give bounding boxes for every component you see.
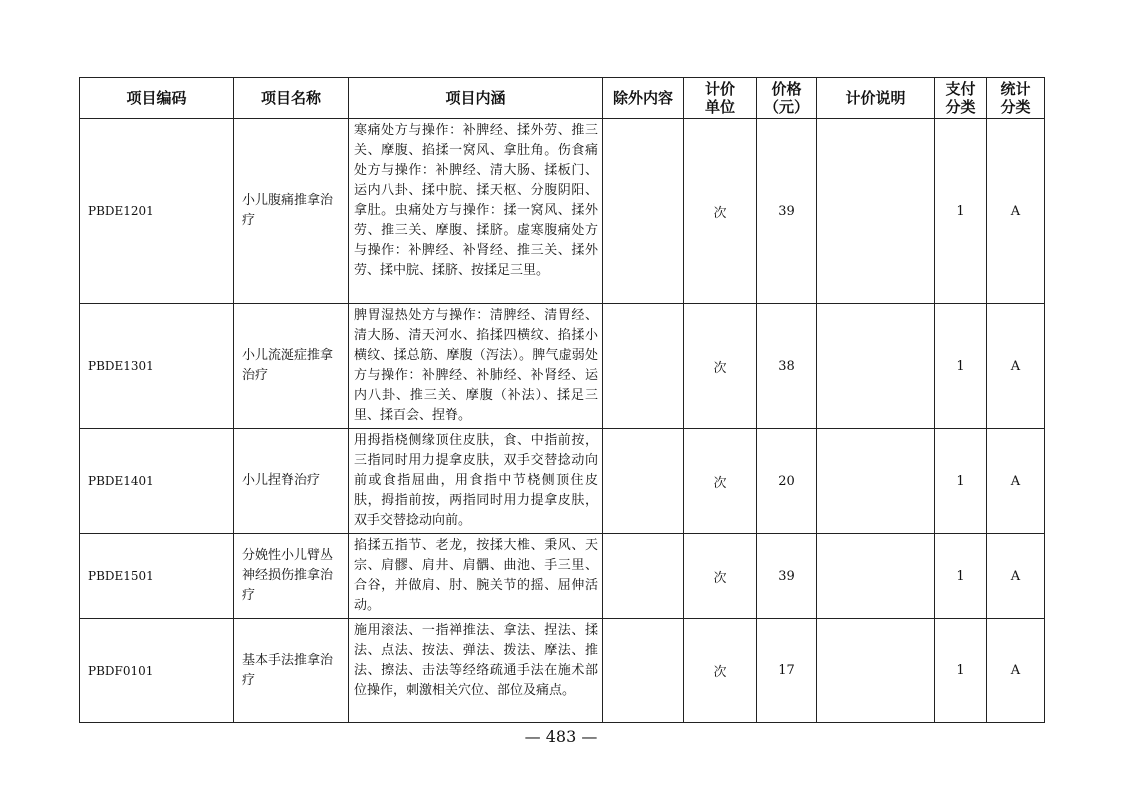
item-notes: [817, 619, 935, 723]
item-name: 小儿捏脊治疗: [234, 429, 349, 534]
item-unit: 次: [684, 534, 757, 619]
header-stat: 统计 分类: [987, 78, 1045, 119]
table-row: [80, 619, 1045, 723]
item-content: 施用滚法、一指禅推法、拿法、捏法、揉法、点法、按法、弹法、拨法、摩法、推法、擦法、击法等经络疏通手法在施术部位操作，刺激相关穴位、部位及痛点。: [349, 619, 603, 723]
item-code: PBDE1501: [80, 534, 234, 619]
item-content: 用拇指桡侧缘顶住皮肤，食、中指前按，三指同时用力提拿皮肤，双手交替捻动向前或食指屈曲，用食指中节桡侧顶住皮肤，拇指前按，两指同时用力提拿皮肤，双手交替捻动向前。: [349, 429, 603, 534]
item-payment: 1: [935, 534, 987, 619]
item-payment: 1: [935, 119, 987, 304]
item-payment: 1: [935, 619, 987, 723]
page-number: — 483 —: [524, 727, 598, 746]
header-content: 项目内涵: [349, 78, 603, 119]
item-unit: 次: [684, 429, 757, 534]
table-row: [80, 119, 1045, 304]
item-name: 分娩性小儿臂丛神经损伤推拿治疗: [234, 534, 349, 619]
item-unit: 次: [684, 304, 757, 429]
item-code: PBDF0101: [80, 619, 234, 723]
header-exclusions: 除外内容: [603, 78, 684, 119]
item-name: 小儿流涎症推拿治疗: [234, 304, 349, 429]
header-code: 项目编码: [80, 78, 234, 119]
item-unit: 次: [684, 119, 757, 304]
item-price: 20: [757, 429, 817, 534]
item-price: 38: [757, 304, 817, 429]
item-content: 寒痛处方与操作：补脾经、揉外劳、推三关、摩腹、掐揉一窝风、拿肚角。伤食痛处方与操作：补脾经、清大肠、揉板门、运内八卦、揉中脘、揉天枢、分腹阴阳、拿肚。虫痛处方与操作：揉一窝风、揉外劳、推三关、摩腹、揉脐。虚寒腹痛处方与操作：补脾经、补肾经、推三关、揉外劳、揉中脘、揉脐、按揉足三里。: [349, 119, 603, 304]
pricing-table: [79, 77, 1045, 723]
item-stat: A: [987, 619, 1045, 723]
item-price: 39: [757, 534, 817, 619]
item-name: 小儿腹痛推拿治疗: [234, 119, 349, 304]
item-content: 脾胃湿热处方与操作：清脾经、清胃经、清大肠、清天河水、掐揉四横纹、掐揉小横纹、揉总筋、摩腹（泻法）。脾气虚弱处方与操作：补脾经、补肺经、补肾经、运内八卦、推三关、摩腹（补法）、揉足三里、揉百会、捏脊。: [349, 304, 603, 429]
header-notes: 计价说明: [817, 78, 935, 119]
item-notes: [817, 534, 935, 619]
item-code: PBDE1301: [80, 304, 234, 429]
header-payment: 支付 分类: [935, 78, 987, 119]
item-exclusions: [603, 304, 684, 429]
item-payment: 1: [935, 429, 987, 534]
item-exclusions: [603, 119, 684, 304]
table-header-row: [80, 78, 1045, 119]
item-stat: A: [987, 119, 1045, 304]
item-stat: A: [987, 534, 1045, 619]
item-stat: A: [987, 429, 1045, 534]
item-price: 39: [757, 119, 817, 304]
table-row: [80, 429, 1045, 534]
item-notes: [817, 429, 935, 534]
item-exclusions: [603, 534, 684, 619]
item-notes: [817, 304, 935, 429]
item-unit: 次: [684, 619, 757, 723]
item-notes: [817, 119, 935, 304]
header-unit: 计价 单位: [684, 78, 757, 119]
item-code: PBDE1201: [80, 119, 234, 304]
item-exclusions: [603, 429, 684, 534]
item-payment: 1: [935, 304, 987, 429]
item-code: PBDE1401: [80, 429, 234, 534]
item-stat: A: [987, 304, 1045, 429]
table-row: [80, 304, 1045, 429]
item-name: 基本手法推拿治疗: [234, 619, 349, 723]
item-content: 掐揉五指节、老龙，按揉大椎、秉风、天宗、肩髎、肩井、肩髃、曲池、手三里、合谷，并做肩、肘、腕关节的摇、屈伸活动。: [349, 534, 603, 619]
item-price: 17: [757, 619, 817, 723]
header-price: 价格 （元）: [757, 78, 817, 119]
header-name: 项目名称: [234, 78, 349, 119]
item-exclusions: [603, 619, 684, 723]
table-row: [80, 534, 1045, 619]
